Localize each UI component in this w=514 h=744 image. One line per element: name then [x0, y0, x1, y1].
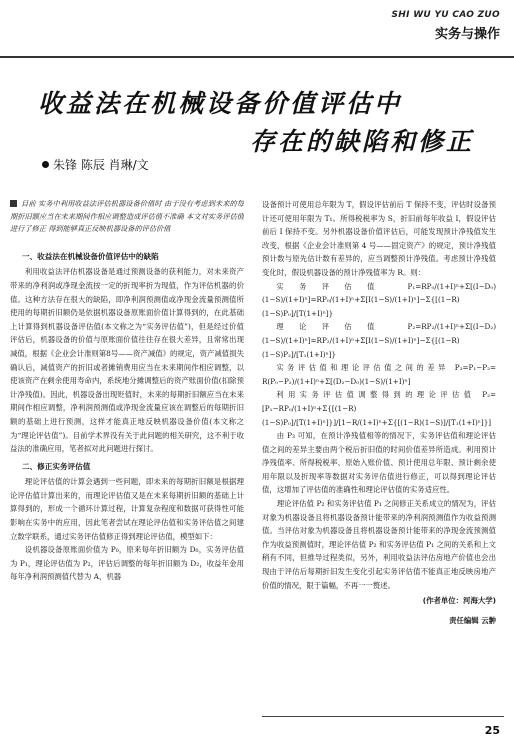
section-heading: 一、收益法在机械设备价值评估中的缺陷: [22, 251, 159, 261]
bullet-icon: [42, 161, 49, 168]
column-name-en: SHI WU YU CAO ZUO: [391, 10, 500, 20]
footer-rule: [262, 716, 504, 717]
paragraph: 理论评估值 P₂ 和实务评估值 P₁ 之间修正关系成立的情况为，评估对象为机器设备且将机器设备预计能带来的净利润预测值作为收益预测值。当评估对象为机器设备且将机器设备预计能带来的净现金流预测值作为收益预测值时，理论评估值 P₂ 和实务评估值 P₁ 之间的关系和上文稍有不同，但推导过程类似，另外，利用收益法评估房地产价值也会出现由于评估后每期折旧发生变化引起实务评估值不能真正地反映房地产价值的情况，限于篇幅，不再一一赘述。: [262, 499, 496, 590]
paragraph: 由 P₃ 可知，在预计净残值相等的情况下，实务评估值和理论评估值之间的差异主要由两个税后折旧值的时间价值差异所造成。利用预计净残值率、所得税税率、原始入账价值、预计使用总年限、预计剩余使用年限以及折现率等数据对实务评估值进行修正，可以得到理论评估值，这增加了评估值的准确性和理论评估值的实务适应性。: [262, 431, 496, 495]
authors: 朱锋 陈辰 肖琳/文: [53, 158, 149, 172]
header-rule: [0, 56, 514, 58]
left-column: [10, 198, 244, 698]
column-name-cn: 实务与操作: [434, 27, 500, 42]
paragraph: 设备预计可使用总年限为 T，假设评估前后 T 保持不变，评估时设备预计还可使用年限为 T₁。所得税税率为 S，折旧前每年收益 I，假设评估前后 I 保持不变。另外机器设备价值评估后，可能发现预计净残值发生改变，根据《企业会计准则第 4 号——固定资产》的规定，预计净残值预计数与原先估计数有差异的，应当调整预计净残值。考虑预计净残值变化时，假设机器设备的预计净残值率为 R。则：: [262, 200, 496, 277]
running-header: [392, 10, 501, 42]
page-number: 25: [484, 724, 500, 737]
paragraph: 利用收益法评估机器设备是通过预测设备的获利能力，对未来资产带来的净利润或净现金流按一定的折现率折为现值，作为评估机器的价值。这种方法存在很大的缺陷，即净利润预测值或净现金流量预测值所使用的每期折旧额仍是依据机器设备原账面价值计算得到的，在此基础上计算得到机器设备评估值(本文称之为“实务评估值”)，但是经过价值评估后，机器设备的价值与原账面价值往往存在很大差异，且常常出现减值，根据《企业会计准则第8号——资产减值》的规定，资产减值损失确认后，减值资产的折旧或者摊销费用应当在未来期间作相应调整，以使该资产在剩余使用寿命内，系统地分摊调整后的资产账面价值(扣除预计净残值)。因此，机器设备出现贬值时，未来的每期折旧额应当在未来期间作相应调整，净利润预测值或净现金流量应该在调整后的每期折旧额的基础上进行预测，这样才能真正地反映机器设备价值(本文称之为“理论评估值”)。目前学术界没有关于此问题的相关研究，这不利于收益法的准确应用，笔者拟对此问题进行探讨。: [10, 267, 244, 454]
square-bullet-icon: [10, 200, 17, 207]
paragraph: 理论评估值的计算会遇到一些问题，即未来的每期折旧额是根据理论评估值计算出来的，而理论评估值又是在未来每期折旧额的基础上计算得到的，形成一个循环计算过程，计算复杂程度和数据可获得性可能影响在实务中的应用，因此笔者尝试在理论评估值和实务评估值之间建立数学联系，通过实务评估值修正得到理论评估值，模型如下：: [10, 477, 244, 541]
abstract-text: 目前 实务中利用收益法评估机器设备价值时 由于没有考虑到未来的每期折旧额应当在未来期间作相应调整造成评估值不准确 本文对实务评估值进行了修正 得到能够真正反映机器设备的评估价值: [10, 199, 244, 234]
article-title-line1: 收益法在机械设备价值评估中: [38, 89, 403, 118]
right-column: [262, 198, 496, 704]
author-affiliation: (作者单位：河海大学): [422, 596, 496, 606]
formula-adjusted-value: 利用实务评估值调整得到的理论评估值 P₂=[P₁−RP₀/(1+I)ⁿ+Σ{[(1−R)(1−S)P₀]/[T(1+I)ⁿ]}]/[1−R/(1+I)ⁿ+Σ{[(1−R)(1−S)]/[T₁(1+I)ⁿ]}]: [262, 390, 496, 427]
responsible-editor: 责任编辑 云翀: [449, 615, 496, 625]
formula-difference: 实务评估值和理论评估值之间的差异 P₃=P₁−P₂= R(P₀−P₂)/(1+I)ⁿ+Σ[(D₂−D₀)(1−S)/(1+I)ⁿ]: [262, 363, 496, 386]
byline: [42, 156, 149, 173]
formula-practical-value: 实务评估值 P₁=RP₀/(1+I)ⁿ+Σ[(I−D₀)(1−S)/(1+I)ⁿ]=RP₀/(1+I)ⁿ+Σ[I(1−S)/(1+I)ⁿ]−Σ{[(1−R)(1−S)P₀]/[T(1+I)ⁿ]}: [262, 281, 496, 318]
abstract: [10, 198, 244, 236]
paragraph: 设机器设备原账面价值为 P₀，原来每年折旧额为 D₀，实务评估值为 P₁，理论评估值为 P₂，评估后调整的每年折旧额为 D₂，收益年金用每年净利润预测值代替为 A，机器: [10, 545, 244, 582]
section-heading: 二、修正实务评估值: [22, 461, 91, 471]
article-title-line2: 存在的缺陷和修正: [249, 127, 474, 156]
formula-theoretical-value: 理论评估值 P₂=RP₂/(1+I)ⁿ+Σ[(I−D₂)(1−S)/(1+I)ⁿ]=RP₂/(1+I)ⁿ+Σ[I(1−S)/(1+I)ⁿ]−Σ{[(1−R)(1−S)P₂]/[T₁(1+I)ⁿ]}: [262, 322, 496, 359]
